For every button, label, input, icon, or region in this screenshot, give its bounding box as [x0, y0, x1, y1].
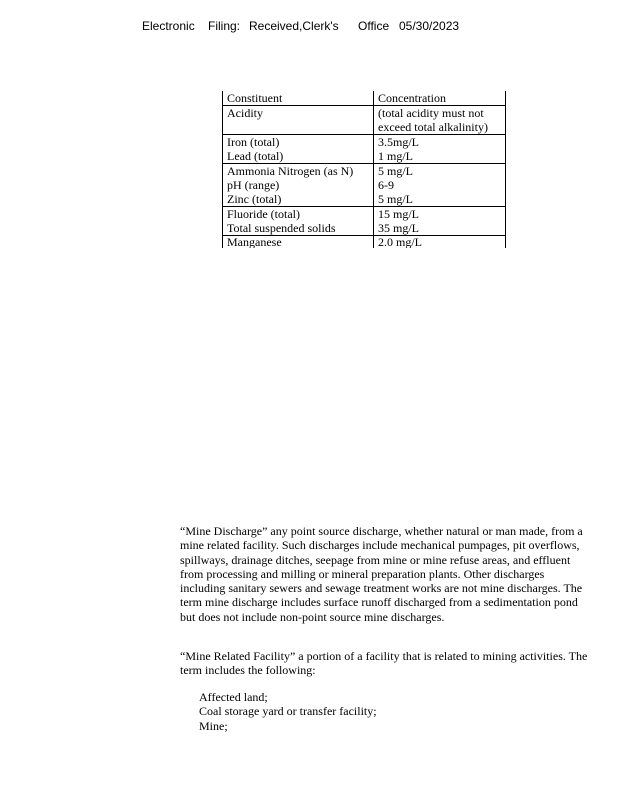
effluent-limits-table: [222, 91, 506, 248]
cell-concentration: 35 mg/L: [374, 221, 506, 236]
cell-constituent: Manganese: [223, 236, 374, 249]
table-row: [223, 135, 506, 150]
cell-constituent: Iron (total): [223, 135, 374, 150]
stamp-electronic: Electronic: [142, 19, 195, 33]
cell-constituent: Total suspended solids: [223, 221, 374, 236]
cell-concentration: 3.5mg/L: [374, 135, 506, 150]
column-header-concentration: Concentration: [374, 91, 506, 106]
cell-concentration: 15 mg/L: [374, 207, 506, 222]
table-row: [223, 178, 506, 192]
table-row: [223, 164, 506, 179]
table-row: [223, 221, 506, 236]
cell-constituent: Ammonia Nitrogen (as N): [223, 164, 374, 179]
table-row: [223, 207, 506, 222]
table-header-row: [223, 91, 506, 106]
cell-concentration: 5 mg/L: [374, 164, 506, 179]
cell-concentration: 1 mg/L: [374, 149, 506, 164]
table-row: [223, 149, 506, 164]
facility-list: [199, 690, 377, 733]
table-row: [223, 106, 506, 135]
cell-constituent: pH (range): [223, 178, 374, 192]
list-item: Coal storage yard or transfer facility;: [199, 704, 377, 719]
stamp-office: Office: [358, 19, 390, 33]
definition-mine-related-facility: “Mine Related Facility” a portion of a facility that is related to mining activities. The term includes the following:: [180, 649, 588, 678]
table-row: [223, 192, 506, 207]
cell-constituent: Zinc (total): [223, 192, 374, 207]
list-item: Affected land;: [199, 690, 268, 704]
cell-concentration: (total acidity must not exceed total alkalinity): [374, 106, 506, 135]
table-row: [223, 236, 506, 249]
list-item: Mine;: [199, 718, 228, 733]
cell-constituent: Lead (total): [223, 149, 374, 164]
cell-concentration: 6-9: [374, 178, 506, 192]
cell-constituent: Acidity: [223, 106, 374, 135]
stamp-received: Received,Clerk's: [249, 19, 339, 33]
definition-mine-discharge: “Mine Discharge” any point source discharge, whether natural or man made, from a mine related facility. Such discharges include mechanical pumpages, pit overflows, spillways, drainage ditches, seepage from mine or mine refuse areas, and effluent from processing and milling or mineral preparation plants. Other discharges including sanitary sewers and sewage treatment works are not mine discharges. The term mine discharge includes surface runoff discharged from a sedimentation pond but does not include non-point source mine discharges.: [180, 524, 583, 624]
stamp-date: 05/30/2023: [399, 19, 460, 33]
cell-constituent: Fluoride (total): [223, 207, 374, 222]
column-header-constituent: Constituent: [223, 91, 374, 106]
cell-concentration: 2.0 mg/L: [374, 236, 506, 249]
stamp-filing: Filing:: [208, 19, 241, 33]
cell-concentration: 5 mg/L: [374, 192, 506, 207]
